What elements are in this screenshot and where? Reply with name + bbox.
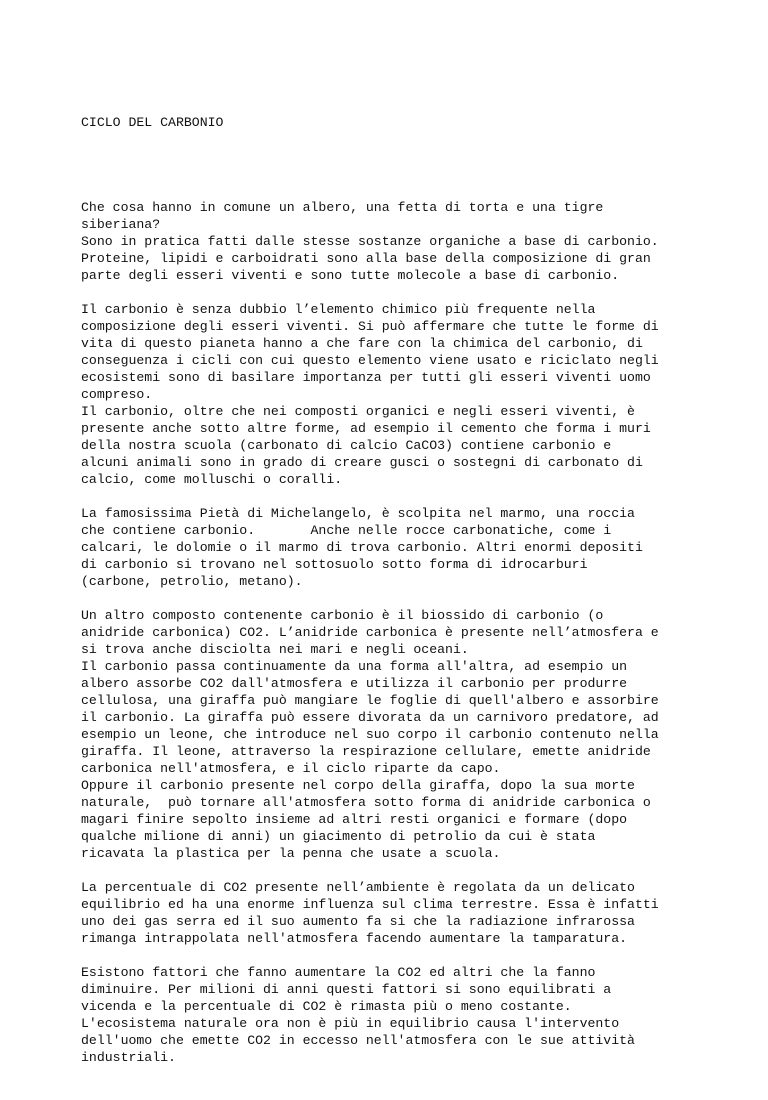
text-line: Sono in pratica fatti dalle stesse sostanze organiche a base di carbonio. — [81, 234, 659, 249]
text-line: il carbonio. La giraffa può essere divorata da un carnivoro predatore, ad — [81, 710, 659, 725]
text-line: rimanga intrappolata nell'atmosfera facendo aumentare la tamparatura. — [81, 931, 628, 946]
text-line: si trova anche disciolta nei mari e negli oceani. — [81, 642, 469, 657]
text-line: Oppure il carbonio presente nel corpo della giraffa, dopo la sua morte — [81, 778, 635, 793]
text-line: alcuni animali sono in grado di creare gusci o sostegni di carbonato di — [81, 455, 643, 470]
text-line: Esistono fattori che fanno aumentare la CO2 ed altri che la fanno — [81, 965, 596, 980]
text-line: carbonica nell'atmosfera, e il ciclo riparte da capo. — [81, 761, 501, 776]
text-line: di carbonio si trovano nel sottosuolo sotto forma di idrocarburi — [81, 557, 588, 572]
text-line: della nostra scuola (carbonato di calcio CaCO3) contiene carbonio e — [81, 438, 612, 453]
text-line: qualche milione di anni) un giacimento di petrolio da cui è stata — [81, 829, 596, 844]
text-line: cellulosa, una giraffa può mangiare le foglie di quell'albero e assorbire — [81, 693, 659, 708]
text-line: ecosistemi sono di basilare importanza per tutti gli esseri viventi uomo — [81, 370, 651, 385]
paragraph — [81, 199, 681, 284]
document-body — [81, 199, 681, 1066]
text-line: diminuire. Per milioni di anni questi fattori si sono equilibrati a — [81, 982, 612, 997]
text-line: La famosissima Pietà di Michelangelo, è scolpita nel marmo, una roccia — [81, 506, 635, 521]
text-line: magari finire sepolto insieme ad altri resti organici e formare (dopo — [81, 812, 628, 827]
text-line: calcio, come molluschi o coralli. — [81, 472, 343, 487]
paragraph — [81, 505, 681, 590]
paragraph — [81, 879, 681, 947]
text-line: Il carbonio passa continuamente da una forma all'altra, ad esempio un — [81, 659, 628, 674]
text-line: Proteine, lipidi e carboidrati sono alla base della composizione di gran — [81, 251, 651, 266]
text-line: anidride carbonica) CO2. L’anidride carbonica è presente nell’atmosfera e — [81, 625, 659, 640]
text-line: albero assorbe CO2 dall'atmosfera e utilizza il carbonio per produrre — [81, 676, 628, 691]
paragraph — [81, 964, 681, 1066]
text-line: industriali. — [81, 1050, 176, 1065]
text-line: siberiana? — [81, 217, 161, 232]
text-line: uno dei gas serra ed il suo aumento fa si che la radiazione infrarossa — [81, 914, 635, 929]
text-line: composizione degli esseri viventi. Si può affermare che tutte le forme di — [81, 319, 659, 334]
text-line: giraffa. Il leone, attraverso la respirazione cellulare, emette anidride — [81, 744, 651, 759]
paragraph — [81, 301, 681, 488]
text-line: conseguenza i cicli con cui questo elemento viene usato e riciclato negli — [81, 353, 659, 368]
text-line: calcari, le dolomie o il marmo di trova carbonio. Altri enormi depositi — [81, 540, 643, 555]
text-line: dell'uomo che emette CO2 in eccesso nell'atmosfera con le sue attività — [81, 1033, 635, 1048]
text-line: vita di questo pianeta hanno a che fare con la chimica del carbonio, di — [81, 336, 643, 351]
document-page — [81, 80, 681, 1100]
text-line: che contiene carbonio. Anche nelle rocce carbonatiche, come i — [81, 523, 612, 538]
text-line: L'ecosistema naturale ora non è più in equilibrio causa l'intervento — [81, 1016, 620, 1031]
document-title: CICLO DEL CARBONIO — [81, 115, 224, 130]
text-line: parte degli esseri viventi e sono tutte molecole a base di carbonio. — [81, 268, 620, 283]
text-line: compreso. — [81, 387, 153, 402]
text-line: presente anche sotto altre forme, ad esempio il cemento che forma i muri — [81, 421, 651, 436]
text-line: esempio un leone, che introduce nel suo corpo il carbonio contenuto nella — [81, 727, 659, 742]
text-line: Il carbonio è senza dubbio l’elemento chimico più frequente nella — [81, 302, 596, 317]
text-line: vicenda e la percentuale di CO2 è rimasta più o meno costante. — [81, 999, 572, 1014]
text-line: Che cosa hanno in comune un albero, una fetta di torta e una tigre — [81, 200, 604, 215]
text-line: La percentuale di CO2 presente nell’ambiente è regolata da un delicato — [81, 880, 635, 895]
text-line: Un altro composto contenente carbonio è il biossido di carbonio (o — [81, 608, 604, 623]
text-line: equilibrio ed ha una enorme influenza sul clima terrestre. Essa è infatti — [81, 897, 659, 912]
text-line: Il carbonio, oltre che nei composti organici e negli esseri viventi, è — [81, 404, 635, 419]
text-line: ricavata la plastica per la penna che usate a scuola. — [81, 846, 501, 861]
text-line: naturale, può tornare all'atmosfera sotto forma di anidride carbonica o — [81, 795, 651, 810]
text-line: (carbone, petrolio, metano). — [81, 574, 303, 589]
paragraph — [81, 607, 681, 862]
